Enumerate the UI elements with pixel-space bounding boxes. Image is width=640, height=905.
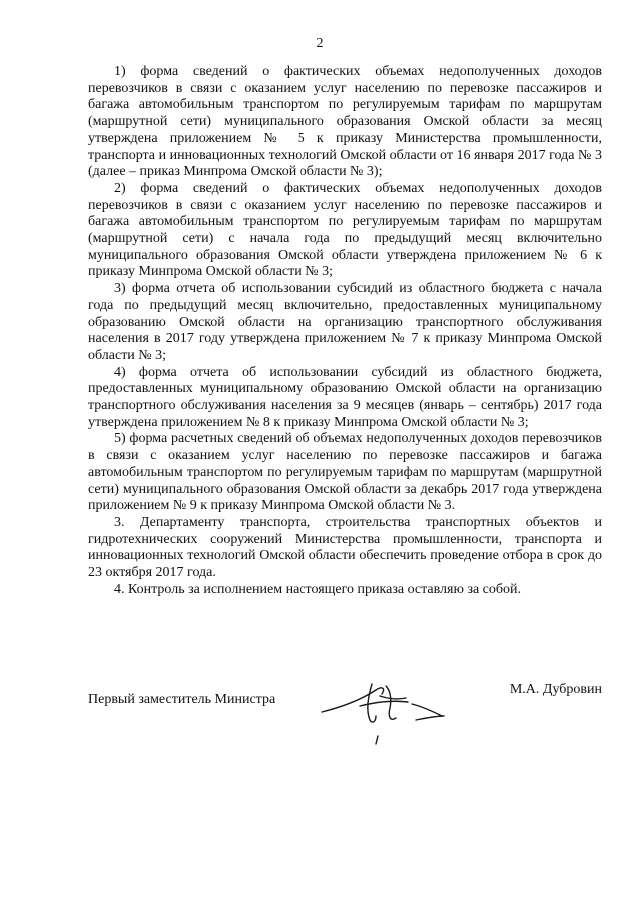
- page-number: 2: [316, 36, 324, 51]
- paragraph-item-4: 4) форма отчета об использовании субсидий из областного бюджета, предоставленных муниципальному образованию Омской области на организацию транспортного обслуживания населения за 9 месяцев (январь – сентябрь) 2017 года утверждена приложением № 8 к приказу Минпрома Омской области № 3;: [88, 364, 602, 430]
- signer-position: Первый заместитель Министра: [88, 692, 276, 707]
- paragraph-item-3: 3) форма отчета об использовании субсидий из областного бюджета с начала года по предыдущий месяц включительно, предоставленных муниципальному образованию Омской области на организацию транспортного обслуживания населения в 2017 году утверждена приложением № 7 к приказу Минпрома Омской области № 3;: [88, 281, 602, 363]
- paragraph-clause-3: 3. Департаменту транспорта, строительства транспортных объектов и гидротехнических сооружений Министерства промышленности, транспорта и инновационных технологий Омской области обеспечить проведение отбора в срок до 23 октября 2017 года.: [88, 514, 602, 581]
- paragraph-clause-4: 4. Контроль за исполнением настоящего приказа оставляю за собой.: [114, 581, 522, 597]
- signer-name: М.А. Дубровин: [509, 682, 602, 697]
- paragraph-item-5: 5) форма расчетных сведений об объемах недополученных доходов перевозчиков в связи с оказанием услуг населению по перевозке пассажиров и багажа автомобильным транспортом по регулируемым тарифам по маршрутам (маршрутной сети) муниципального образования Омской области за декабрь 2017 года утверждена приложением № 9 к приказу Минпрома Омской области № 3.: [88, 431, 602, 514]
- paragraph-item-1: 1) форма сведений о фактических объемах недополученных доходов перевозчиков в связи с оказанием услуг населению по перевозке пассажиров и багажа автомобильным транспортом по регулируемым тарифам по маршрутам (маршрутной сети) муниципального образования Омской области за месяц утверждена приложением № 5 к приказу Министерства промышленности, транспорта и инновационных технологий Омской области от 16 января 2017 года № 3 (далее – приказ Минпрома Омской области № 3);: [88, 64, 602, 180]
- handwritten-signature: [316, 676, 466, 752]
- signature-block: [88, 682, 602, 752]
- paragraph-item-2: 2) форма сведений о фактических объемах недополученных доходов перевозчиков в связи с оказанием услуг населению по перевозке пассажиров и багажа автомобильным транспортом по регулируемым тарифам по маршрутам (маршрутной сети) с начала года по предыдущий месяц включительно муниципального образования Омской области утверждена приложением № 6 к приказу Минпрома Омской области № 3;: [88, 180, 602, 280]
- document-body: [88, 64, 602, 599]
